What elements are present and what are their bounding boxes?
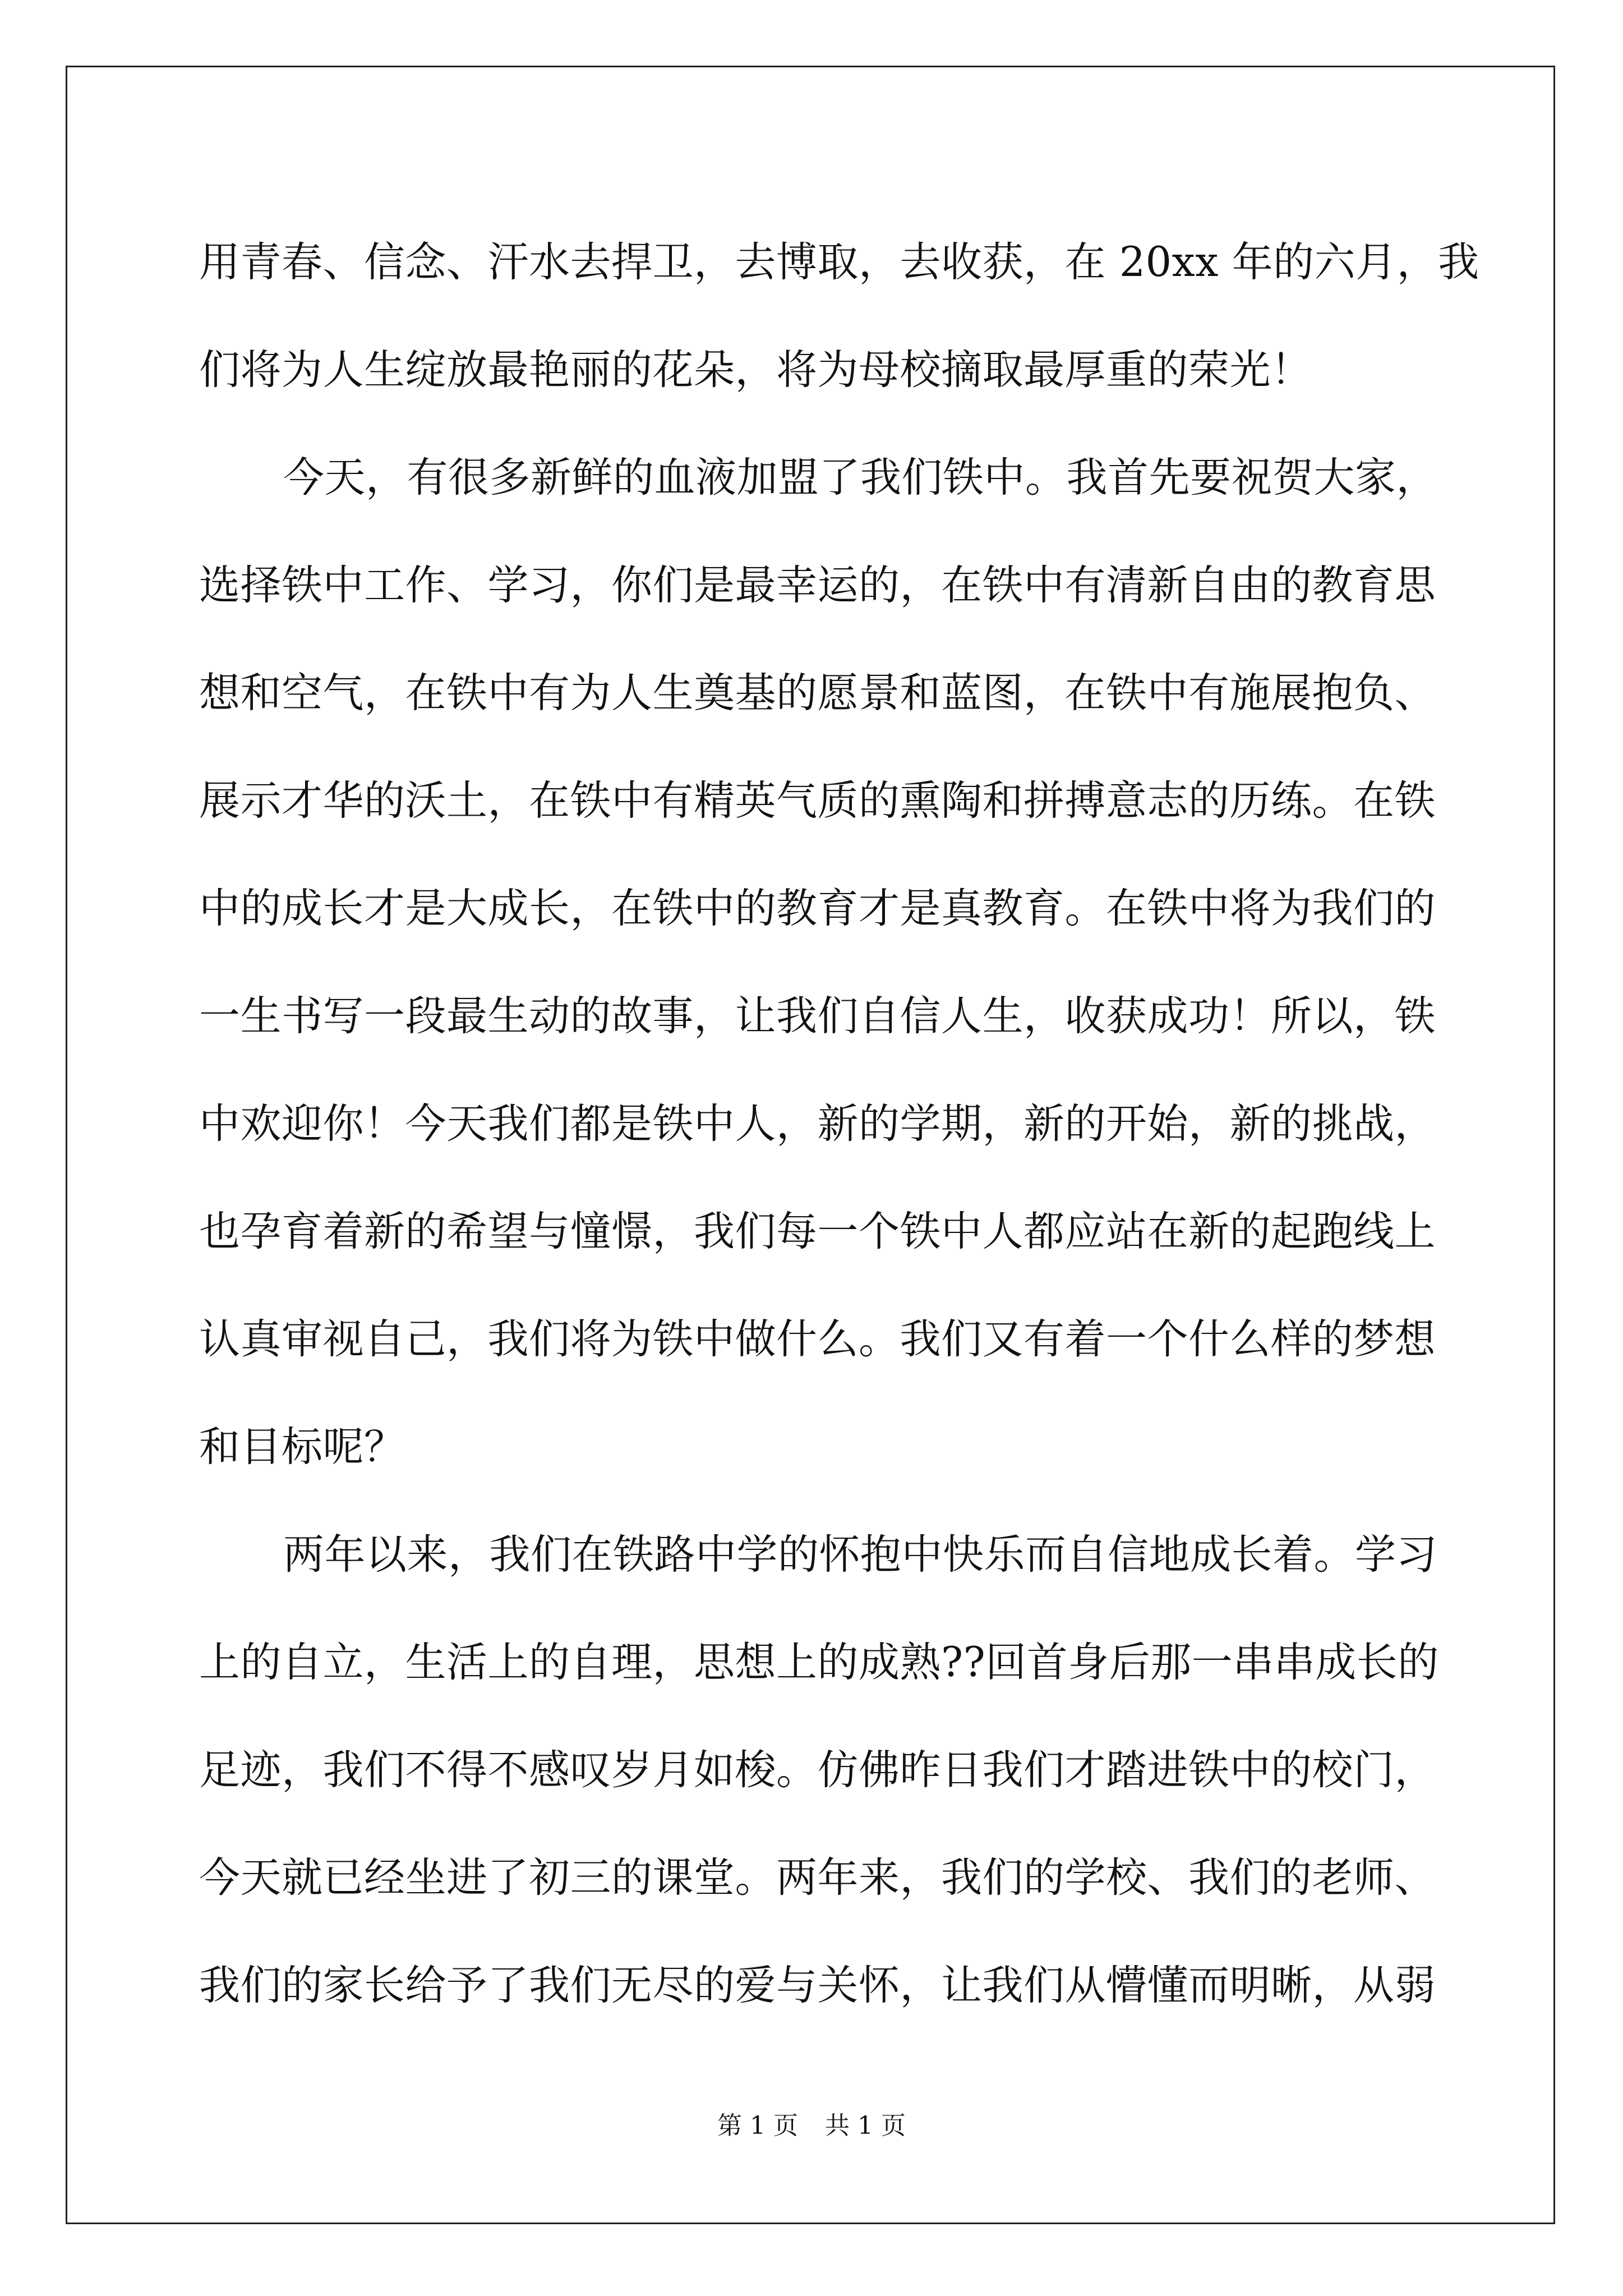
text-line: 上的自立，生活上的自理，思想上的成熟??回首身后那一串串成长的: [199, 1639, 1439, 1686]
text-line: 一生书写一段最生动的故事，让我们自信人生，收获成功！所以，铁: [199, 992, 1436, 1040]
page-footer: [0, 2109, 1623, 2143]
text-line: 选择铁中工作、学习，你们是最幸运的，在铁中有清新自由的教育思: [199, 562, 1436, 609]
text-line: 展示才华的沃土，在铁中有精英气质的熏陶和拼搏意志的历练。在铁: [199, 777, 1436, 825]
text-line: 中的成长才是大成长，在铁中的教育才是真教育。在铁中将为我们的: [199, 885, 1436, 932]
text-line: 中欢迎你！今天我们都是铁中人，新的学期，新的开始，新的挑战，: [199, 1100, 1436, 1148]
text-line: 想和空气，在铁中有为人生奠基的愿景和蓝图，在铁中有施展抱负、: [199, 669, 1436, 717]
text-line: 也孕育着新的希望与憧憬，我们每一个铁中人都应站在新的起跑线上: [199, 1208, 1436, 1255]
text-line: 今天就已经坐进了初三的课堂。两年来，我们的学校、我们的老师、: [199, 1854, 1436, 1902]
paragraph-first-line: 两年以来，我们在铁路中学的怀抱中快乐而自信地成长着。学习: [283, 1531, 1437, 1579]
paragraph-first-line: 今天，有很多新鲜的血液加盟了我们铁中。我首先要祝贺大家，: [283, 454, 1437, 501]
text-line: 用青春、信念、汗水去捍卫，去博取，去收获，在 20xx 年的六月，我: [199, 238, 1479, 286]
page-number: 第 1 页: [717, 2111, 798, 2140]
text-line: 和目标呢？: [199, 1423, 405, 1471]
text-line: 们将为人生绽放最艳丽的花朵，将为母校摘取最厚重的荣光！: [199, 346, 1312, 394]
page-total: 共 1 页: [825, 2111, 906, 2140]
text-line: 足迹，我们不得不感叹岁月如梭。仿佛昨日我们才踏进铁中的校门，: [199, 1746, 1436, 1794]
text-line: 认真审视自己，我们将为铁中做什么。我们又有着一个什么样的梦想: [199, 1315, 1436, 1363]
document-body: [199, 209, 1479, 2040]
text-line: 我们的家长给予了我们无尽的爱与关怀，让我们从懵懂而明晰，从弱: [199, 1962, 1436, 2009]
